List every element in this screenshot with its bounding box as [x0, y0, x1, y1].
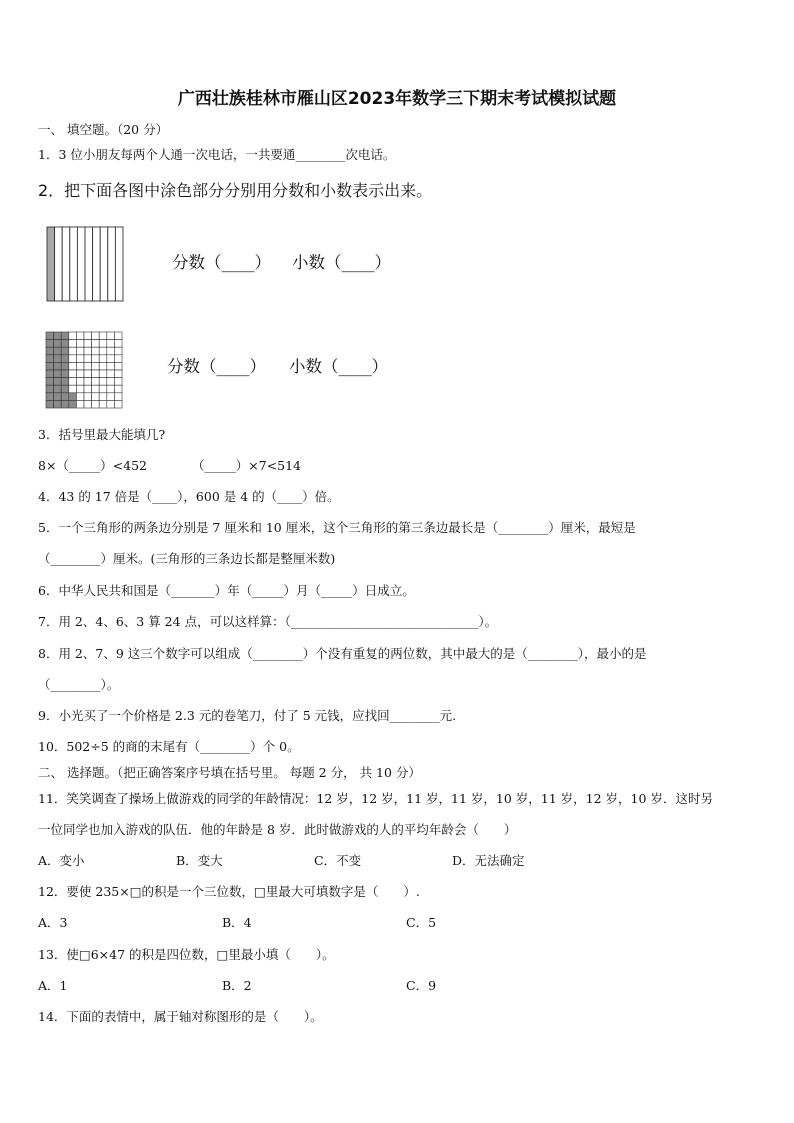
grid-cell [107, 332, 115, 340]
grid-cell [114, 378, 122, 386]
strip [93, 227, 101, 301]
grid-cell [107, 370, 115, 378]
grid-cell [84, 393, 92, 401]
shaded-cell [61, 393, 69, 401]
strip [100, 227, 108, 301]
question-4: 4．43 的 17 倍是（____），600 是 4 的（____）倍。 [38, 489, 340, 504]
q11-option-a: A．变小 [38, 853, 85, 868]
grid-cell [69, 332, 77, 340]
grid-cell [99, 378, 107, 386]
question-14: 14．下面的表情中，属于轴对称图形的是（ ）。 [38, 1009, 323, 1024]
grid-cell [76, 355, 84, 363]
grid-cell [76, 370, 84, 378]
grid-cell [99, 347, 107, 355]
figure2-fraction-label: 分数（____） [167, 357, 266, 376]
shaded-cell [46, 340, 54, 348]
question-3: 3．括号里最大能填几? [38, 427, 166, 442]
question-11-line1: 11．笑笑调查了操场上做游戏的同学的年龄情况：12 岁，12 岁，11 岁，11 岁，10 岁，11 岁，12 岁，10 岁．这时另 [38, 791, 713, 806]
grid-cell [114, 362, 122, 370]
grid-cell [114, 347, 122, 355]
shaded-cell [54, 400, 62, 408]
grid-cell [107, 378, 115, 386]
grid-cell [99, 385, 107, 393]
q13-option-c: C．9 [406, 978, 437, 993]
grid-cell [92, 370, 100, 378]
grid-cell [107, 362, 115, 370]
shaded-cell [54, 355, 62, 363]
q11-option-c: C．不变 [314, 853, 362, 868]
strip [62, 227, 70, 301]
grid-cell [92, 347, 100, 355]
grid-cell [99, 340, 107, 348]
shaded-cell [46, 370, 54, 378]
grid-cell [92, 385, 100, 393]
grid-cell [114, 370, 122, 378]
question-2: 2．把下面各图中涂色部分分别用分数和小数表示出来。 [38, 181, 433, 200]
question-11-line2: 一位同学也加入游戏的队伍．他的年龄是 8 岁．此时做游戏的人的平均年龄会（ ） [38, 822, 517, 837]
question-1: 1．3 位小朋友每两个人通一次电话，一共要通________次电话。 [38, 147, 396, 162]
shaded-cell [54, 347, 62, 355]
grid-cell [84, 347, 92, 355]
shaded-cell [54, 370, 62, 378]
shaded-cell [69, 393, 77, 401]
grid-cell [76, 340, 84, 348]
shaded-cell [61, 340, 69, 348]
grid-cell [114, 332, 122, 340]
q11-option-b: B．变大 [176, 853, 223, 868]
grid-cell [107, 393, 115, 401]
grid-cell [107, 400, 115, 408]
question-5-line1: 5．一个三角形的两条边分别是 7 厘米和 10 厘米，这个三角形的第三条边最长是（________）厘米，最短是 [38, 520, 636, 535]
shaded-cell [54, 332, 62, 340]
section-choice-title: 二、 选择题。（把正确答案序号填在括号里。 每题 2 分， 共 10 分） [38, 765, 421, 780]
grid-cell [84, 378, 92, 386]
figure2-decimal-label: 小数（____） [289, 357, 388, 376]
grid-cell [76, 400, 84, 408]
grid-cell [76, 385, 84, 393]
shaded-cell [61, 355, 69, 363]
figure-grid [45, 331, 123, 409]
grid-cell [107, 347, 115, 355]
grid-cell [107, 340, 115, 348]
grid-cell [69, 347, 77, 355]
strip [77, 227, 85, 301]
grid-cell [84, 340, 92, 348]
question-9: 9．小光买了一个价格是 2.3 元的卷笔刀，付了 5 元钱，应找回________元. [38, 708, 457, 723]
figure1-fraction-label: 分数（____） [172, 253, 271, 272]
section-fill-in-title: 一、 填空题。（20 分） [38, 122, 169, 137]
q12-option-b: B．4 [222, 915, 252, 930]
grid-cell [99, 370, 107, 378]
shaded-cell [46, 393, 54, 401]
shaded-cell [61, 362, 69, 370]
figure1-decimal-label: 小数（____） [292, 253, 391, 272]
shaded-cell [61, 347, 69, 355]
grid-cell [114, 355, 122, 363]
grid-cell [69, 362, 77, 370]
question-13: 13．使□6×47 的积是四位数，□里最小填（ ）。 [38, 947, 335, 962]
shaded-cell [46, 332, 54, 340]
grid-cell [69, 340, 77, 348]
shaded-cell [46, 378, 54, 386]
shaded-cell [46, 385, 54, 393]
shaded-cell [46, 347, 54, 355]
shaded-cell [61, 332, 69, 340]
grid-cell [84, 355, 92, 363]
grid-cell [114, 385, 122, 393]
strip [85, 227, 93, 301]
grid-cell [99, 355, 107, 363]
shaded-cell [61, 385, 69, 393]
grid-cell [76, 393, 84, 401]
grid-cell [76, 332, 84, 340]
grid-cell [84, 385, 92, 393]
grid-cell [69, 378, 77, 386]
strip [115, 227, 123, 301]
question-6: 6．中华人民共和国是（_______）年（_____）月（_____）日成立。 [38, 583, 415, 598]
question-8-line1: 8．用 2、7、9 这三个数字可以组成（________）个没有重复的两位数，其中最大的是（________），最小的是 [38, 646, 647, 661]
grid-cell [92, 378, 100, 386]
grid-cell [107, 385, 115, 393]
question-12: 12．要使 235×□的积是一个三位数，□里最大可填数字是（ ）. [38, 884, 420, 899]
grid-cell [99, 332, 107, 340]
shaded-cell [46, 400, 54, 408]
shaded-strip [47, 227, 55, 301]
question-3a: 8×（_____）<452 [38, 458, 148, 473]
grid-cell [84, 370, 92, 378]
q11-option-d: D．无法确定 [452, 853, 525, 868]
shaded-cell [54, 385, 62, 393]
grid-cell [69, 355, 77, 363]
grid-cell [92, 340, 100, 348]
grid-cell [99, 362, 107, 370]
grid-cell [107, 355, 115, 363]
q12-option-c: C．5 [406, 915, 437, 930]
grid-cell [69, 385, 77, 393]
shaded-cell [54, 362, 62, 370]
shaded-cell [69, 400, 77, 408]
strip [70, 227, 78, 301]
shaded-cell [46, 355, 54, 363]
grid-cell [69, 370, 77, 378]
q12-option-a: A．3 [38, 915, 68, 930]
grid-cell [84, 362, 92, 370]
grid-cell [84, 400, 92, 408]
q13-option-b: B．2 [222, 978, 252, 993]
question-3b: （_____）×7<514 [192, 458, 302, 473]
grid-cell [99, 393, 107, 401]
grid-cell [84, 332, 92, 340]
question-5-line2: （________）厘米。(三角形的三条边长都是整厘米数) [38, 551, 336, 566]
grid-cell [76, 362, 84, 370]
question-7: 7．用 2、4、6、3 算 24 点，可以这样算：（______________________________）。 [38, 614, 498, 629]
q13-option-a: A．1 [38, 978, 68, 993]
shaded-cell [61, 400, 69, 408]
grid-cell [114, 340, 122, 348]
grid-cell [92, 355, 100, 363]
page-title: 广西壮族桂林市雁山区2023年数学三下期末考试模拟试题 [177, 89, 617, 109]
question-10: 10．502÷5 的商的末尾有（________）个 0。 [38, 739, 300, 754]
shaded-cell [61, 378, 69, 386]
shaded-cell [54, 393, 62, 401]
shaded-cell [54, 378, 62, 386]
grid-cell [76, 378, 84, 386]
grid-cell [92, 362, 100, 370]
grid-cell [114, 393, 122, 401]
grid-cell [92, 332, 100, 340]
grid-cell [99, 400, 107, 408]
grid-cell [92, 400, 100, 408]
question-8-line2: （________）。 [38, 677, 120, 692]
shaded-cell [46, 362, 54, 370]
shaded-cell [54, 340, 62, 348]
shaded-cell [61, 370, 69, 378]
grid-cell [76, 347, 84, 355]
figure-strips [46, 226, 124, 302]
grid-cell [92, 393, 100, 401]
grid-cell [114, 400, 122, 408]
strip [108, 227, 116, 301]
strip [55, 227, 63, 301]
